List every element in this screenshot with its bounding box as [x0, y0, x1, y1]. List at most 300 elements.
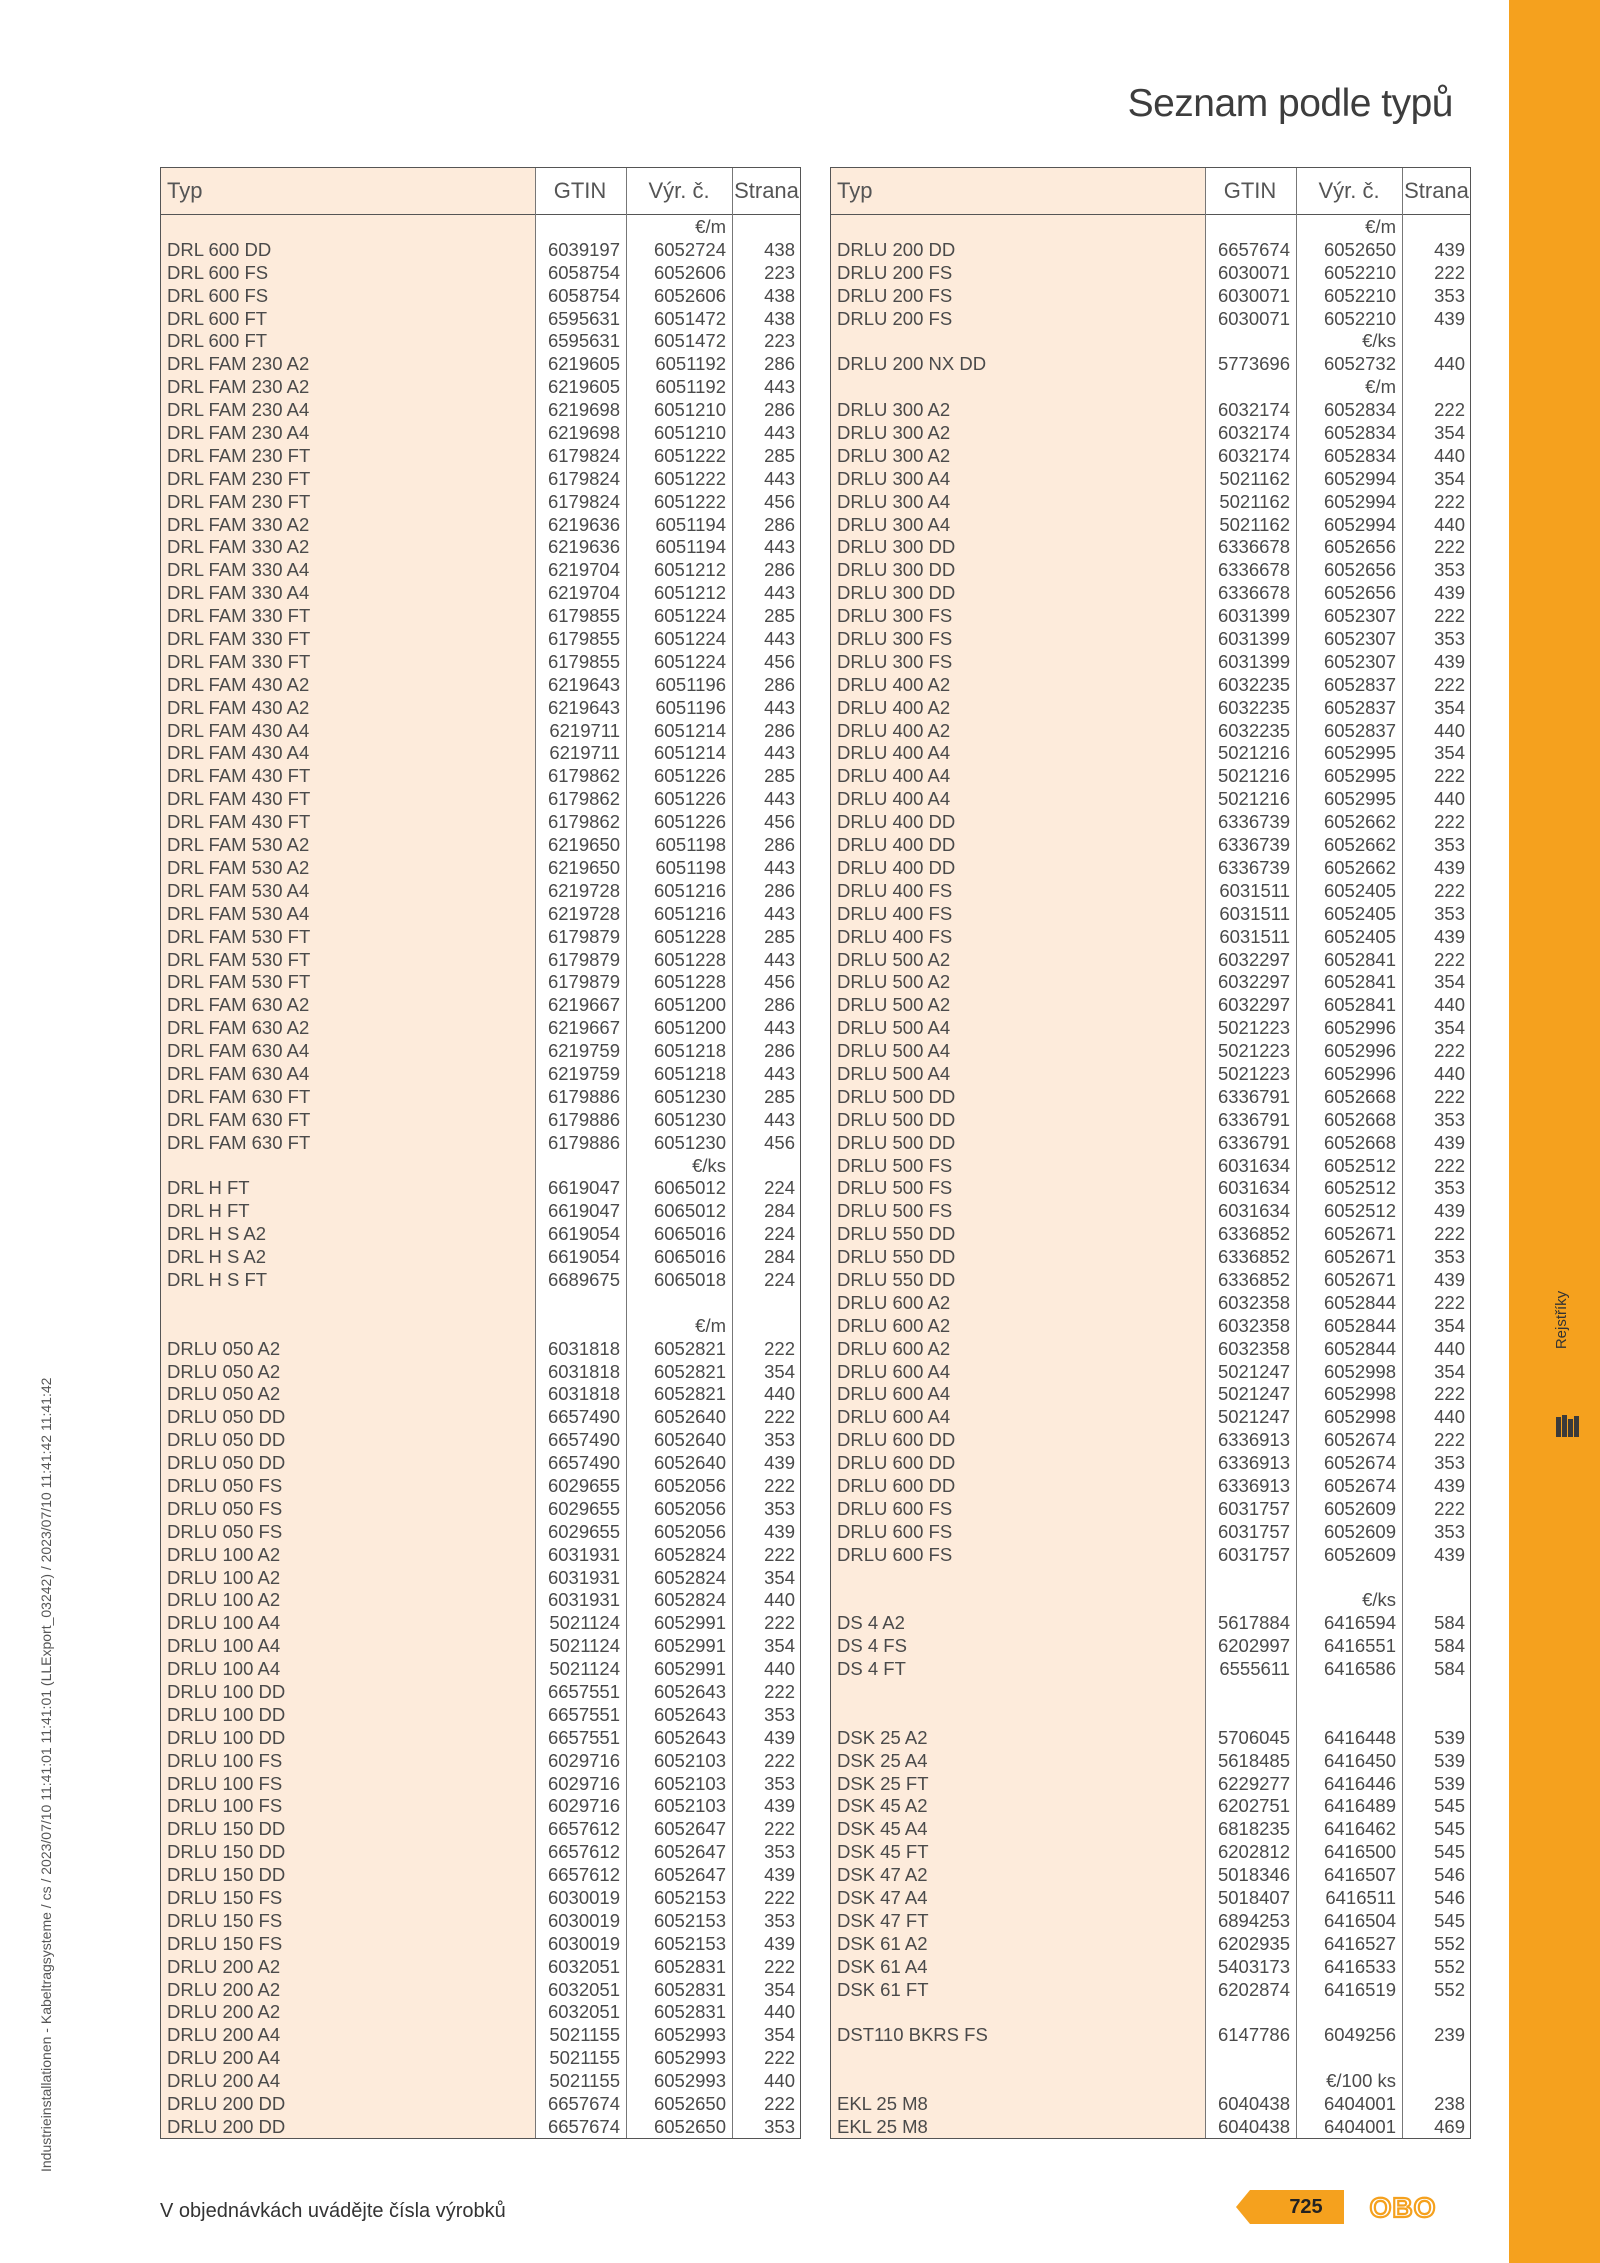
cell-typ: DRLU 600 A4	[837, 1383, 951, 1405]
cell-vyr: 6051194	[655, 513, 726, 535]
cell-vyr: 6065018	[653, 1268, 726, 1290]
cell-gtin: 6030071	[1217, 261, 1290, 283]
cell-typ: DRL FAM 330 A4	[167, 582, 310, 604]
cell-vyr: 6052606	[653, 261, 726, 283]
cell-typ: DST110 BKRS FS	[837, 2024, 988, 2046]
cell-gtin: 6219711	[549, 719, 620, 741]
cell-strana: 222	[1434, 1497, 1465, 1519]
table-row	[831, 788, 1470, 811]
header-gtin: GTIN	[1223, 178, 1277, 203]
cell-typ: DRL 600 DD	[167, 238, 272, 260]
cell-vyr: 6051222	[653, 467, 726, 489]
cell-gtin: 6032174	[1217, 444, 1290, 466]
table-row	[831, 422, 1470, 445]
cell-gtin: 6657551	[547, 1681, 620, 1702]
cell-typ: DS 4 A2	[837, 1612, 905, 1634]
table-row	[831, 1498, 1470, 1521]
cell-strana: 439	[764, 1864, 795, 1886]
cell-strana: 546	[1434, 1887, 1465, 1909]
cell-gtin: 6031511	[1219, 902, 1290, 924]
cell-vyr: 6052056	[653, 1474, 726, 1496]
table-row	[831, 949, 1470, 972]
cell-gtin: 6030019	[547, 1909, 620, 1931]
table-row	[161, 1864, 800, 1887]
cell-gtin: 6032174	[1217, 399, 1290, 421]
cell-vyr: 6051214	[653, 719, 726, 741]
cell-typ: DRLU 600 A4	[837, 1360, 951, 1382]
cell-vyr: 6052656	[1323, 582, 1396, 604]
table-row	[161, 1361, 800, 1384]
cell-strana: 443	[764, 856, 795, 878]
cell-strana: 354	[1434, 971, 1465, 993]
cell-vyr: 6052512	[1323, 1177, 1396, 1199]
cell-typ: DRLU 600 A2	[837, 1314, 951, 1336]
cell-vyr: 6051210	[653, 422, 726, 444]
cell-gtin: 6032235	[1217, 719, 1290, 741]
cell-vyr: 6052998	[1323, 1406, 1396, 1428]
cell-gtin: 6619047	[547, 1177, 620, 1199]
table-row	[831, 1063, 1470, 1086]
table-row	[831, 1521, 1470, 1544]
cell-vyr: 6052647	[653, 1841, 726, 1863]
cell-vyr: 6052656	[1323, 559, 1396, 581]
table-row	[161, 468, 800, 491]
cell-gtin: 6032235	[1217, 696, 1290, 718]
cell-vyr: 6051226	[653, 788, 726, 810]
cell-vyr: 6416462	[1323, 1818, 1396, 1840]
table-row	[161, 2047, 800, 2070]
cell-gtin: 6657674	[1217, 238, 1290, 260]
cell-strana: 354	[1434, 467, 1465, 489]
cell-gtin: 6657612	[547, 1841, 620, 1863]
cell-gtin: 6179862	[547, 765, 620, 787]
table-row	[831, 399, 1470, 422]
cell-gtin: 6031634	[1217, 1154, 1290, 1176]
table-row	[831, 1750, 1470, 1773]
cell-vyr: 6052996	[1323, 1062, 1396, 1084]
cell-strana: 354	[1434, 742, 1465, 764]
cell-typ: DRLU 150 DD	[167, 1841, 286, 1863]
table-row	[161, 262, 800, 285]
cell-strana: 438	[764, 238, 795, 260]
table-row	[831, 994, 1470, 1017]
table-row	[161, 582, 800, 605]
cell-gtin: 5403173	[1217, 1955, 1290, 1977]
table-row	[831, 1475, 1470, 1498]
table-row	[161, 834, 800, 857]
table-row	[161, 1910, 800, 1933]
cell-gtin: 5021247	[1217, 1383, 1290, 1405]
table-row	[161, 1841, 800, 1864]
cell-typ: DRLU 300 DD	[837, 536, 956, 558]
cell-typ: DRL H S A2	[167, 1223, 267, 1245]
cell-gtin: 6202935	[1217, 1932, 1290, 1954]
cell-strana: 286	[764, 879, 795, 901]
cell-strana: 286	[764, 994, 795, 1016]
cell-typ: DRL FAM 630 A4	[167, 1040, 310, 1062]
table-row	[161, 651, 800, 674]
header-vyr: Výr. č.	[1318, 178, 1380, 203]
cell-typ: DRLU 200 A4	[167, 2047, 281, 2069]
cell-vyr: 6052841	[1323, 971, 1396, 993]
cell-strana: 222	[764, 1818, 795, 1840]
cell-gtin: 6030071	[1217, 284, 1290, 306]
table-row	[161, 1223, 800, 1246]
cell-vyr: 6052650	[1323, 238, 1396, 260]
cell-vyr: 6052724	[653, 238, 726, 260]
cell-vyr: 6052609	[1323, 1520, 1396, 1542]
cell-gtin: 6179879	[547, 971, 620, 993]
cell-typ: DRLU 150 FS	[167, 1909, 283, 1931]
table-body	[161, 216, 800, 2139]
table-row	[161, 1338, 800, 1361]
cell-strana: 354	[1434, 1017, 1465, 1039]
cell-typ: DRLU 200 DD	[837, 238, 956, 260]
cell-strana: 222	[764, 2093, 795, 2115]
cell-gtin: 6336739	[1217, 856, 1290, 878]
table-row	[161, 1589, 800, 1612]
cell-typ: DRLU 500 FS	[837, 1177, 953, 1199]
cell-gtin: 6336852	[1217, 1246, 1290, 1268]
cell-vyr: 6052307	[1323, 605, 1396, 627]
cell-gtin: 6336678	[1217, 582, 1290, 604]
table-row	[831, 926, 1470, 949]
cell-gtin: 6031818	[547, 1360, 620, 1382]
cell-vyr: 6051224	[653, 650, 726, 672]
table-row	[161, 742, 800, 765]
cell-vyr: 6052405	[1323, 902, 1396, 924]
cell-gtin: 6179824	[547, 490, 620, 512]
cell-strana: 439	[764, 1520, 795, 1542]
cell-typ: DRLU 200 DD	[167, 2115, 286, 2137]
table-row	[161, 926, 800, 949]
table-row	[831, 1132, 1470, 1155]
cell-typ: DRL FAM 230 FT	[167, 467, 311, 489]
cell-typ: DRLU 500 A2	[837, 994, 951, 1016]
cell-strana: 440	[1434, 1337, 1465, 1359]
cell-vyr: 6416551	[1323, 1635, 1396, 1657]
cell-vyr: 6416533	[1323, 1955, 1396, 1977]
cell-gtin: 6336913	[1217, 1429, 1290, 1451]
cell-strana: 285	[764, 765, 795, 787]
cell-typ: DSK 25 FT	[837, 1772, 929, 1794]
table-row	[831, 1658, 1470, 1681]
table-row	[161, 239, 800, 262]
cell-typ: DRLU 600 A2	[837, 1291, 951, 1313]
price-unit-label: €/m	[695, 1314, 726, 1336]
cell-gtin: 5617884	[1217, 1612, 1290, 1634]
cell-typ: DRL FAM 430 FT	[167, 811, 311, 833]
cell-gtin: 6219605	[547, 376, 620, 398]
cell-strana: 546	[1434, 1864, 1465, 1886]
cell-gtin: 6029655	[547, 1497, 620, 1519]
cell-gtin: 6657551	[547, 1726, 620, 1748]
cell-vyr: 6051226	[653, 811, 726, 833]
cell-typ: DRL H S A2	[167, 1246, 267, 1268]
cell-gtin: 6032051	[547, 1955, 620, 1977]
cell-vyr: 6052647	[653, 1818, 726, 1840]
cell-vyr: 6052056	[653, 1497, 726, 1519]
cell-gtin: 6031931	[547, 1543, 620, 1565]
cell-strana: 353	[1434, 834, 1465, 856]
table-row	[831, 445, 1470, 468]
cell-typ: DRLU 400 A4	[837, 765, 951, 787]
cell-gtin: 6336739	[1217, 834, 1290, 856]
cell-vyr: 6052606	[653, 284, 726, 306]
cell-strana: 545	[1434, 1818, 1465, 1840]
cell-gtin: 6031757	[1217, 1497, 1290, 1519]
cell-typ: DRLU 050 DD	[167, 1429, 286, 1451]
cell-typ: DRLU 150 DD	[167, 1864, 286, 1886]
cell-typ: DRLU 050 A2	[167, 1360, 281, 1382]
cell-vyr: 6416489	[1323, 1795, 1396, 1817]
cell-strana: 224	[764, 1177, 795, 1199]
cell-strana: 286	[764, 513, 795, 535]
cell-strana: 286	[764, 353, 795, 375]
cell-typ: DRLU 200 A4	[167, 2070, 281, 2092]
cell-typ: DSK 25 A2	[837, 1726, 928, 1748]
table-row	[161, 2024, 800, 2047]
cell-typ: DRLU 200 NX DD	[837, 353, 987, 375]
cell-gtin: 5773696	[1217, 353, 1290, 375]
cell-typ: DRLU 050 FS	[167, 1520, 283, 1542]
cell-typ: DRL FAM 630 A4	[167, 1062, 310, 1084]
cell-gtin: 6031634	[1217, 1200, 1290, 1222]
cell-gtin: 6031399	[1217, 628, 1290, 650]
cell-strana: 222	[764, 1955, 795, 1977]
cell-strana: 354	[764, 1566, 795, 1588]
cell-typ: DRLU 100 A2	[167, 1543, 281, 1565]
cell-typ: DRLU 500 A2	[837, 971, 951, 993]
cell-typ: DRLU 600 A2	[837, 1337, 951, 1359]
cell-gtin: 6032297	[1217, 994, 1290, 1016]
table-row	[831, 834, 1470, 857]
cell-gtin: 6032297	[1217, 948, 1290, 970]
cell-typ: DRLU 200 FS	[837, 261, 953, 283]
cell-vyr: 6052837	[1323, 673, 1396, 695]
cell-strana: 222	[764, 1543, 795, 1565]
cell-vyr: 6051192	[655, 376, 726, 398]
table-row	[831, 1086, 1470, 1109]
cell-gtin: 6202997	[1217, 1635, 1290, 1657]
cell-strana: 353	[1434, 1177, 1465, 1199]
cell-vyr: 6052994	[1323, 467, 1396, 489]
cell-gtin: 6179879	[547, 925, 620, 947]
table-row	[161, 376, 800, 399]
cell-gtin: 5021223	[1217, 1017, 1290, 1039]
cell-strana: 443	[764, 742, 795, 764]
table-row	[161, 1658, 800, 1681]
cell-strana: 223	[764, 261, 795, 283]
cell-gtin: 6179879	[547, 948, 620, 970]
cell-typ: DRL 600 FT	[167, 330, 268, 352]
cell-gtin: 6657674	[547, 2115, 620, 2137]
cell-strana: 439	[1434, 856, 1465, 878]
cell-strana: 353	[764, 1772, 795, 1794]
cell-gtin: 6336678	[1217, 536, 1290, 558]
cell-vyr: 6404001	[1323, 2093, 1396, 2115]
table-row	[161, 1887, 800, 1910]
table-row	[831, 1177, 1470, 1200]
cell-typ: DRLU 150 FS	[167, 1932, 283, 1954]
cell-vyr: 6052996	[1323, 1017, 1396, 1039]
table-row	[831, 971, 1470, 994]
cell-typ: DRLU 550 DD	[837, 1223, 956, 1245]
table-row	[161, 697, 800, 720]
cell-vyr: 6051222	[653, 490, 726, 512]
table-row	[831, 1315, 1470, 1338]
cell-typ: DRLU 200 A4	[167, 2024, 281, 2046]
table-row	[161, 1200, 800, 1223]
table-row	[161, 330, 800, 353]
cell-vyr: 6052662	[1323, 811, 1396, 833]
cell-strana: 354	[1434, 696, 1465, 718]
cell-gtin: 5021155	[549, 2070, 620, 2092]
table-row	[831, 1933, 1470, 1956]
cell-strana: 539	[1434, 1772, 1465, 1794]
cell-gtin: 6031818	[547, 1383, 620, 1405]
cell-vyr: 6052993	[653, 2024, 726, 2046]
cell-typ: DRLU 200 A2	[167, 1978, 281, 2000]
table-row	[161, 1017, 800, 1040]
table-row	[161, 765, 800, 788]
table-row	[161, 1063, 800, 1086]
table-row	[161, 1383, 800, 1406]
cell-gtin: 6031511	[1219, 879, 1290, 901]
cell-strana: 222	[764, 2047, 795, 2069]
cell-gtin: 6032358	[1217, 1291, 1290, 1313]
price-unit-row	[831, 330, 1470, 353]
cell-vyr: 6052995	[1323, 765, 1396, 787]
cell-typ: DRLU 050 A2	[167, 1337, 281, 1359]
cell-typ: DRL FAM 430 A4	[167, 719, 310, 741]
table-row	[831, 491, 1470, 514]
cell-strana: 456	[764, 971, 795, 993]
cell-strana: 440	[1434, 788, 1465, 810]
table-row	[831, 1910, 1470, 1933]
cell-strana: 440	[1434, 353, 1465, 375]
cell-vyr: 6416446	[1323, 1772, 1396, 1794]
table-row	[831, 628, 1470, 651]
cell-typ: DRL FAM 430 A2	[167, 673, 310, 695]
cell-typ: DRLU 300 DD	[837, 559, 956, 581]
cell-vyr: 6052821	[653, 1360, 726, 1382]
cell-vyr: 6052837	[1323, 719, 1396, 741]
cell-gtin: 6219698	[547, 399, 620, 421]
cell-typ: DRLU 300 FS	[837, 628, 953, 650]
cell-typ: DRLU 300 A2	[837, 444, 951, 466]
table-row	[161, 1429, 800, 1452]
cell-strana: 222	[1434, 673, 1465, 695]
table-row	[161, 1269, 800, 1292]
cell-strana: 354	[764, 2024, 795, 2046]
cell-gtin: 5021216	[1217, 742, 1290, 764]
cell-gtin: 6657551	[547, 1703, 620, 1725]
cell-gtin: 6179862	[547, 788, 620, 810]
cell-gtin: 6031634	[1217, 1177, 1290, 1199]
cell-vyr: 6052405	[1323, 879, 1396, 901]
cell-typ: DSK 45 FT	[837, 1841, 929, 1863]
cell-gtin: 6202812	[1217, 1841, 1290, 1863]
cell-gtin: 5021223	[1217, 1040, 1290, 1062]
cell-typ: DRLU 050 FS	[167, 1497, 283, 1519]
table-row	[831, 2116, 1470, 2139]
cell-gtin: 6219728	[547, 879, 620, 901]
cell-gtin: 6032174	[1217, 422, 1290, 444]
cell-vyr: 6052103	[653, 1795, 726, 1817]
cell-strana: 438	[764, 284, 795, 306]
cell-gtin: 5021124	[549, 1658, 620, 1680]
cell-strana: 439	[1434, 1474, 1465, 1496]
table-row	[161, 674, 800, 697]
table-row	[831, 1200, 1470, 1223]
cell-vyr: 6051192	[655, 353, 726, 375]
table-row	[831, 1818, 1470, 1841]
cell-gtin: 6219605	[547, 353, 620, 375]
cell-gtin: 6219650	[547, 856, 620, 878]
cell-strana: 354	[764, 1978, 795, 2000]
cell-vyr: 6065012	[653, 1177, 726, 1199]
obo-logo	[1364, 2190, 1442, 2224]
cell-typ: DRL 600 FT	[167, 307, 268, 329]
cell-vyr: 6065012	[653, 1200, 726, 1222]
price-unit-label: €/m	[695, 216, 726, 237]
cell-typ: DRLU 500 A4	[837, 1040, 951, 1062]
cell-vyr: 6052674	[1323, 1452, 1396, 1474]
cell-vyr: 6416519	[1323, 1978, 1396, 2000]
table-row	[161, 1544, 800, 1567]
cell-vyr: 6052668	[1323, 1131, 1396, 1153]
cell-typ: DRLU 600 FS	[837, 1543, 953, 1565]
cell-strana: 222	[764, 1474, 795, 1496]
cell-strana: 354	[764, 1635, 795, 1657]
cell-gtin: 6030071	[1217, 307, 1290, 329]
cell-gtin: 6219704	[547, 582, 620, 604]
table-row	[161, 353, 800, 376]
cell-vyr: 6052996	[1323, 1040, 1396, 1062]
cell-vyr: 6051230	[653, 1085, 726, 1107]
cell-gtin: 6619047	[547, 1200, 620, 1222]
cell-typ: DRLU 400 A4	[837, 742, 951, 764]
cell-gtin: 6179855	[547, 628, 620, 650]
cell-strana: 353	[764, 1429, 795, 1451]
table-row	[161, 1452, 800, 1475]
header-strana: Strana	[734, 178, 799, 203]
cell-gtin: 6219667	[547, 994, 620, 1016]
cell-gtin: 6219643	[547, 696, 620, 718]
cell-vyr: 6051214	[653, 742, 726, 764]
cell-vyr: 6052994	[1323, 513, 1396, 535]
cell-typ: DSK 47 A4	[837, 1887, 928, 1909]
table-row	[161, 285, 800, 308]
table-row	[161, 399, 800, 422]
cell-typ: DRLU 600 DD	[837, 1474, 956, 1496]
cell-gtin: 6031757	[1217, 1543, 1290, 1565]
cell-strana: 439	[1434, 925, 1465, 947]
price-unit-row	[831, 2070, 1470, 2093]
cell-gtin: 6219759	[547, 1062, 620, 1084]
cell-gtin: 6619054	[547, 1223, 620, 1245]
cell-vyr: 6052824	[653, 1566, 726, 1588]
cell-strana: 440	[1434, 994, 1465, 1016]
cell-strana: 469	[1434, 2115, 1465, 2137]
cell-typ: DRLU 500 FS	[837, 1200, 953, 1222]
cell-gtin: 6029716	[547, 1795, 620, 1817]
cell-typ: DRLU 200 A2	[167, 1955, 281, 1977]
cell-typ: DRL FAM 530 FT	[167, 925, 311, 947]
price-unit-label: €/ks	[692, 1154, 726, 1176]
cell-typ: EKL 25 M8	[837, 2115, 928, 2137]
